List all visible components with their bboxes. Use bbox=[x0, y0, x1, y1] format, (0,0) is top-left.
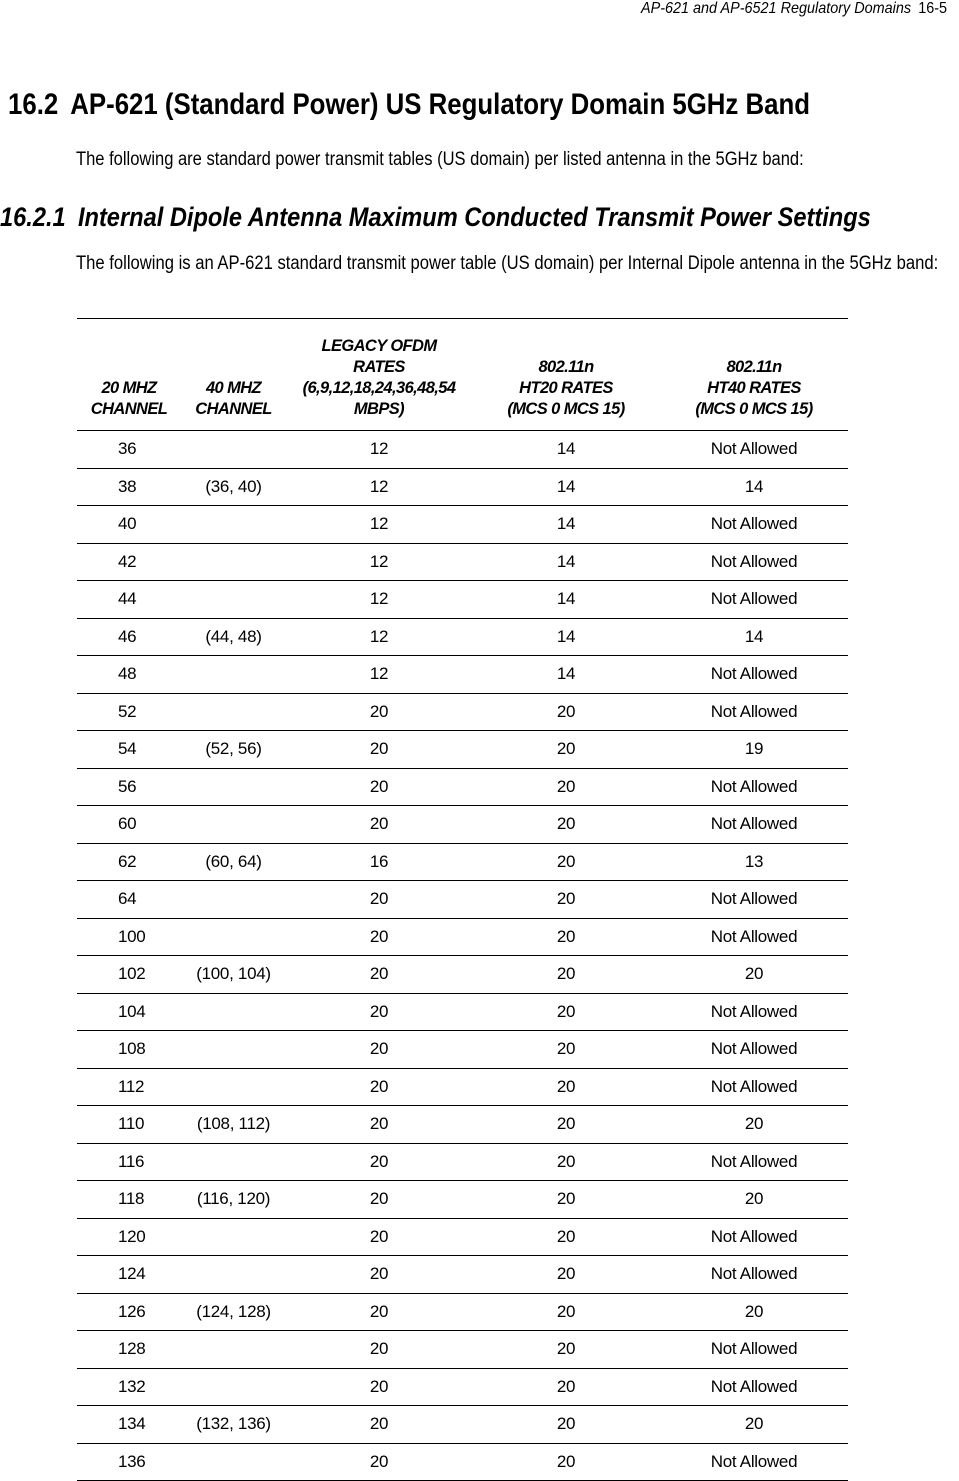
cell-40mhz-channel bbox=[181, 656, 286, 694]
cell-ht20: 20 bbox=[472, 1256, 660, 1294]
running-header bbox=[641, 0, 947, 18]
cell-ht40: Not Allowed bbox=[660, 656, 848, 694]
cell-legacy-ofdm: 20 bbox=[286, 1031, 472, 1069]
cell-legacy-ofdm: 16 bbox=[286, 843, 472, 881]
cell-ht40: 13 bbox=[660, 843, 848, 881]
cell-ht40: Not Allowed bbox=[660, 1031, 848, 1069]
table-row bbox=[77, 806, 848, 844]
cell-40mhz-channel bbox=[181, 993, 286, 1031]
cell-ht40: 20 bbox=[660, 1106, 848, 1144]
cell-20mhz-channel: 42 bbox=[77, 543, 181, 581]
cell-legacy-ofdm: 20 bbox=[286, 1181, 472, 1219]
cell-40mhz-channel: (124, 128) bbox=[181, 1293, 286, 1331]
cell-legacy-ofdm: 20 bbox=[286, 1406, 472, 1444]
cell-20mhz-channel: 126 bbox=[77, 1293, 181, 1331]
cell-ht40: Not Allowed bbox=[660, 768, 848, 806]
cell-20mhz-channel: 118 bbox=[77, 1181, 181, 1219]
table-row bbox=[77, 693, 848, 731]
cell-legacy-ofdm: 20 bbox=[286, 1368, 472, 1406]
cell-ht40: Not Allowed bbox=[660, 1368, 848, 1406]
cell-legacy-ofdm: 20 bbox=[286, 881, 472, 919]
cell-20mhz-channel: 52 bbox=[77, 693, 181, 731]
cell-ht20: 14 bbox=[472, 581, 660, 619]
cell-40mhz-channel bbox=[181, 1068, 286, 1106]
table-row bbox=[77, 843, 848, 881]
table-row bbox=[77, 656, 848, 694]
cell-20mhz-channel: 110 bbox=[77, 1106, 181, 1144]
cell-ht20: 20 bbox=[472, 768, 660, 806]
table-row bbox=[77, 1406, 848, 1444]
cell-ht20: 20 bbox=[472, 1143, 660, 1181]
cell-ht40: Not Allowed bbox=[660, 543, 848, 581]
cell-ht40: 20 bbox=[660, 1181, 848, 1219]
cell-legacy-ofdm: 20 bbox=[286, 918, 472, 956]
header-line: 40 MHZ bbox=[205, 379, 262, 397]
subsection-number: 16.2.1 bbox=[0, 202, 66, 232]
table-row bbox=[77, 1106, 848, 1144]
cell-legacy-ofdm: 20 bbox=[286, 1106, 472, 1144]
cell-ht20: 20 bbox=[472, 1106, 660, 1144]
cell-40mhz-channel bbox=[181, 1368, 286, 1406]
cell-legacy-ofdm: 20 bbox=[286, 731, 472, 769]
header-line: 802.11n bbox=[538, 358, 594, 376]
cell-40mhz-channel: (52, 56) bbox=[181, 731, 286, 769]
cell-legacy-ofdm: 20 bbox=[286, 1331, 472, 1369]
cell-ht20: 20 bbox=[472, 1218, 660, 1256]
cell-40mhz-channel: (116, 120) bbox=[181, 1181, 286, 1219]
cell-40mhz-channel bbox=[181, 1031, 286, 1069]
cell-ht40: Not Allowed bbox=[660, 806, 848, 844]
cell-40mhz-channel bbox=[181, 1443, 286, 1481]
cell-40mhz-channel bbox=[181, 806, 286, 844]
cell-legacy-ofdm: 12 bbox=[286, 506, 472, 544]
cell-40mhz-channel bbox=[181, 1331, 286, 1369]
cell-ht20: 20 bbox=[472, 918, 660, 956]
cell-ht40: Not Allowed bbox=[660, 693, 848, 731]
cell-ht20: 14 bbox=[472, 618, 660, 656]
cell-ht20: 20 bbox=[472, 731, 660, 769]
section-number: 16.2 bbox=[8, 88, 59, 121]
table-row bbox=[77, 731, 848, 769]
cell-ht20: 20 bbox=[472, 1068, 660, 1106]
cell-40mhz-channel: (36, 40) bbox=[181, 468, 286, 506]
cell-40mhz-channel bbox=[181, 581, 286, 619]
cell-legacy-ofdm: 20 bbox=[286, 1256, 472, 1294]
cell-20mhz-channel: 56 bbox=[77, 768, 181, 806]
section-intro: The following are standard power transmit tables (US domain) per listed antenna in the 5GHz band: bbox=[76, 149, 804, 170]
table-row bbox=[77, 993, 848, 1031]
cell-20mhz-channel: 102 bbox=[77, 956, 181, 994]
page-number: 16-5 bbox=[918, 0, 947, 17]
table-row bbox=[77, 1218, 848, 1256]
cell-legacy-ofdm: 12 bbox=[286, 543, 472, 581]
cell-20mhz-channel: 108 bbox=[77, 1031, 181, 1069]
cell-legacy-ofdm: 20 bbox=[286, 768, 472, 806]
table-row bbox=[77, 918, 848, 956]
cell-ht20: 20 bbox=[472, 956, 660, 994]
transmit-power-table bbox=[77, 318, 848, 1481]
cell-40mhz-channel: (108, 112) bbox=[181, 1106, 286, 1144]
table-header-row bbox=[77, 319, 848, 431]
cell-ht20: 20 bbox=[472, 1368, 660, 1406]
cell-legacy-ofdm: 12 bbox=[286, 618, 472, 656]
table-row bbox=[77, 1331, 848, 1369]
cell-ht20: 14 bbox=[472, 431, 660, 469]
header-line: HT20 RATES bbox=[519, 379, 613, 397]
header-line: (MCS 0 MCS 15) bbox=[695, 400, 813, 418]
cell-ht40: 19 bbox=[660, 731, 848, 769]
cell-legacy-ofdm: 20 bbox=[286, 1218, 472, 1256]
cell-ht40: Not Allowed bbox=[660, 581, 848, 619]
cell-40mhz-channel bbox=[181, 1143, 286, 1181]
cell-20mhz-channel: 38 bbox=[77, 468, 181, 506]
table-row bbox=[77, 1031, 848, 1069]
header-line: 20 MHZ bbox=[101, 379, 157, 397]
cell-40mhz-channel bbox=[181, 506, 286, 544]
cell-legacy-ofdm: 20 bbox=[286, 693, 472, 731]
cell-ht40: 20 bbox=[660, 1406, 848, 1444]
cell-ht40: 20 bbox=[660, 1293, 848, 1331]
header-line: CHANNEL bbox=[195, 400, 272, 418]
cell-ht20: 20 bbox=[472, 1031, 660, 1069]
cell-ht20: 14 bbox=[472, 656, 660, 694]
cell-20mhz-channel: 100 bbox=[77, 918, 181, 956]
cell-40mhz-channel bbox=[181, 1256, 286, 1294]
cell-ht20: 20 bbox=[472, 843, 660, 881]
cell-20mhz-channel: 40 bbox=[77, 506, 181, 544]
cell-20mhz-channel: 124 bbox=[77, 1256, 181, 1294]
cell-ht40: Not Allowed bbox=[660, 431, 848, 469]
table-row bbox=[77, 956, 848, 994]
table-row bbox=[77, 1143, 848, 1181]
cell-40mhz-channel bbox=[181, 918, 286, 956]
cell-ht40: Not Allowed bbox=[660, 1256, 848, 1294]
cell-ht40: 14 bbox=[660, 618, 848, 656]
cell-40mhz-channel: (44, 48) bbox=[181, 618, 286, 656]
cell-ht40: Not Allowed bbox=[660, 1143, 848, 1181]
cell-legacy-ofdm: 12 bbox=[286, 431, 472, 469]
cell-ht40: Not Allowed bbox=[660, 506, 848, 544]
cell-legacy-ofdm: 20 bbox=[286, 956, 472, 994]
cell-legacy-ofdm: 20 bbox=[286, 1143, 472, 1181]
cell-ht20: 14 bbox=[472, 543, 660, 581]
cell-20mhz-channel: 60 bbox=[77, 806, 181, 844]
cell-40mhz-channel bbox=[181, 768, 286, 806]
subsection-intro: The following is an AP-621 standard transmit power table (US domain) per Internal Dipole antenna in the 5GHz band: bbox=[76, 253, 939, 274]
section-title: AP-621 (Standard Power) US Regulatory Domain 5GHz Band bbox=[70, 88, 810, 121]
cell-legacy-ofdm: 20 bbox=[286, 1068, 472, 1106]
cell-ht20: 14 bbox=[472, 506, 660, 544]
cell-ht40: Not Allowed bbox=[660, 1218, 848, 1256]
cell-20mhz-channel: 136 bbox=[77, 1443, 181, 1481]
header-line: RATES bbox=[353, 358, 405, 376]
table-row bbox=[77, 768, 848, 806]
header-line: (6,9,12,18,24,36,48,54 bbox=[302, 379, 456, 397]
cell-ht40: Not Allowed bbox=[660, 993, 848, 1031]
table-row bbox=[77, 506, 848, 544]
subsection-title: Internal Dipole Antenna Maximum Conducted Transmit Power Settings bbox=[77, 202, 871, 232]
table-row bbox=[77, 468, 848, 506]
subsection-heading bbox=[0, 202, 871, 233]
header-line: HT40 RATES bbox=[707, 379, 801, 397]
header-line: (MCS 0 MCS 15) bbox=[507, 400, 625, 418]
cell-20mhz-channel: 134 bbox=[77, 1406, 181, 1444]
header-line: 802.11n bbox=[726, 358, 782, 376]
cell-ht40: Not Allowed bbox=[660, 881, 848, 919]
cell-ht20: 20 bbox=[472, 993, 660, 1031]
header-line: CHANNEL bbox=[90, 400, 168, 418]
cell-40mhz-channel: (60, 64) bbox=[181, 843, 286, 881]
cell-20mhz-channel: 132 bbox=[77, 1368, 181, 1406]
table-row bbox=[77, 1443, 848, 1481]
table-row bbox=[77, 1068, 848, 1106]
cell-ht20: 20 bbox=[472, 1406, 660, 1444]
cell-20mhz-channel: 116 bbox=[77, 1143, 181, 1181]
transmit-power-table-container bbox=[77, 318, 848, 1481]
cell-ht40: Not Allowed bbox=[660, 1443, 848, 1481]
header-line: MBPS) bbox=[353, 400, 405, 418]
cell-40mhz-channel: (132, 136) bbox=[181, 1406, 286, 1444]
cell-ht40: Not Allowed bbox=[660, 918, 848, 956]
cell-ht40: Not Allowed bbox=[660, 1331, 848, 1369]
header-ht40-rates bbox=[660, 319, 848, 431]
header-legacy-ofdm-rates bbox=[286, 319, 472, 431]
cell-ht20: 20 bbox=[472, 881, 660, 919]
cell-20mhz-channel: 62 bbox=[77, 843, 181, 881]
running-header-title: AP-621 and AP-6521 Regulatory Domains bbox=[640, 0, 911, 17]
cell-ht20: 20 bbox=[472, 1443, 660, 1481]
cell-20mhz-channel: 44 bbox=[77, 581, 181, 619]
table-header bbox=[77, 319, 848, 431]
cell-40mhz-channel bbox=[181, 1218, 286, 1256]
cell-legacy-ofdm: 12 bbox=[286, 468, 472, 506]
table-row bbox=[77, 581, 848, 619]
cell-40mhz-channel bbox=[181, 693, 286, 731]
cell-ht40: 14 bbox=[660, 468, 848, 506]
header-20mhz-channel bbox=[77, 319, 181, 431]
table-row bbox=[77, 1181, 848, 1219]
cell-20mhz-channel: 120 bbox=[77, 1218, 181, 1256]
cell-20mhz-channel: 128 bbox=[77, 1331, 181, 1369]
header-40mhz-channel bbox=[181, 319, 286, 431]
cell-legacy-ofdm: 20 bbox=[286, 1293, 472, 1331]
cell-40mhz-channel bbox=[181, 431, 286, 469]
header-ht20-rates bbox=[472, 319, 660, 431]
table-row bbox=[77, 1256, 848, 1294]
cell-20mhz-channel: 104 bbox=[77, 993, 181, 1031]
cell-ht20: 14 bbox=[472, 468, 660, 506]
table-body bbox=[77, 431, 848, 1481]
cell-ht20: 20 bbox=[472, 1293, 660, 1331]
cell-20mhz-channel: 36 bbox=[77, 431, 181, 469]
cell-ht20: 20 bbox=[472, 693, 660, 731]
cell-40mhz-channel bbox=[181, 881, 286, 919]
cell-20mhz-channel: 64 bbox=[77, 881, 181, 919]
cell-20mhz-channel: 54 bbox=[77, 731, 181, 769]
cell-legacy-ofdm: 20 bbox=[286, 1443, 472, 1481]
cell-ht40: Not Allowed bbox=[660, 1068, 848, 1106]
cell-ht40: 20 bbox=[660, 956, 848, 994]
table-row bbox=[77, 881, 848, 919]
cell-20mhz-channel: 112 bbox=[77, 1068, 181, 1106]
cell-ht20: 20 bbox=[472, 806, 660, 844]
cell-ht20: 20 bbox=[472, 1181, 660, 1219]
table-row bbox=[77, 1293, 848, 1331]
cell-40mhz-channel: (100, 104) bbox=[181, 956, 286, 994]
cell-20mhz-channel: 46 bbox=[77, 618, 181, 656]
table-row bbox=[77, 1368, 848, 1406]
section-heading bbox=[8, 88, 810, 122]
cell-40mhz-channel bbox=[181, 543, 286, 581]
cell-ht20: 20 bbox=[472, 1331, 660, 1369]
cell-legacy-ofdm: 20 bbox=[286, 993, 472, 1031]
cell-legacy-ofdm: 20 bbox=[286, 806, 472, 844]
cell-20mhz-channel: 48 bbox=[77, 656, 181, 694]
table-row bbox=[77, 543, 848, 581]
table-row bbox=[77, 618, 848, 656]
table-row bbox=[77, 431, 848, 469]
cell-legacy-ofdm: 12 bbox=[286, 656, 472, 694]
cell-legacy-ofdm: 12 bbox=[286, 581, 472, 619]
header-line: LEGACY OFDM bbox=[321, 337, 437, 355]
